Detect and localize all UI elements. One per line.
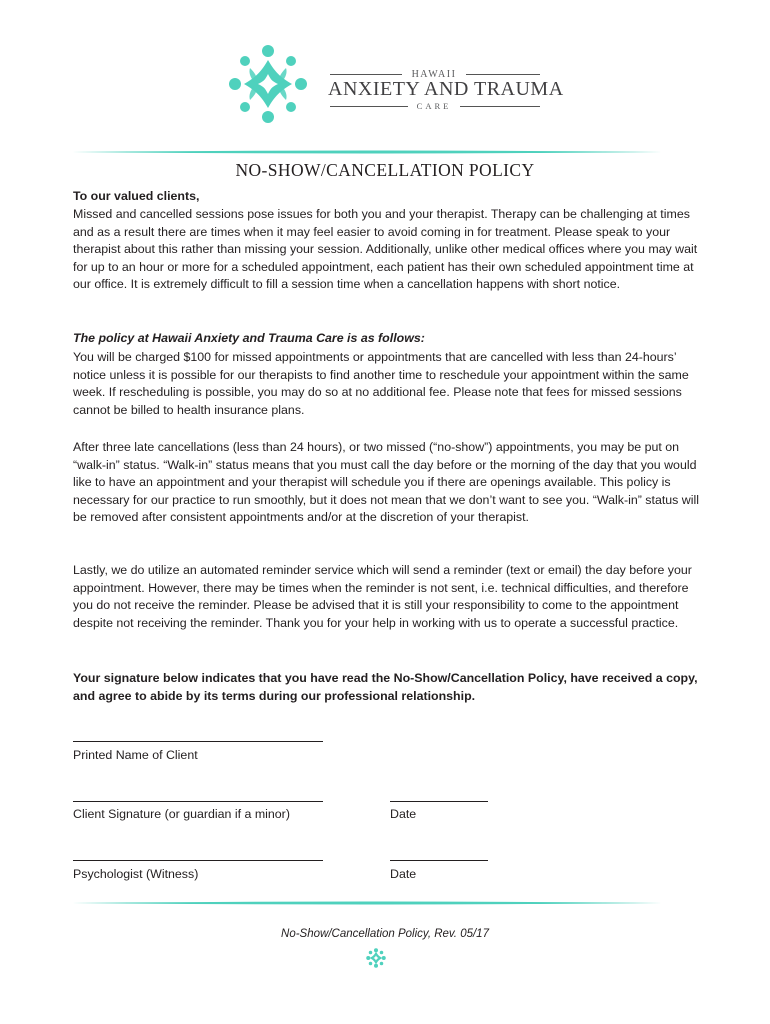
policy-paragraph-2: After three late cancellations (less than 24 hours), or two missed (“no-show”) appointments, you may be put on “walk-in” status. “Walk-in” status means that you must call the day before or the morning of the day that you would like to have an appointment and your therapist will schedule you if there are openings available. This policy is necessary for our practice to run smoothly, but it does not mean that we don’t want to see you. “Walk-in” status will be removed after consistent appointments and/or at the discretion of your therapist. — [73, 440, 700, 525]
page-title: NO-SHOW/CANCELLATION POLICY — [235, 160, 535, 180]
policy-paragraph-3: Lastly, we do utilize an automated reminder service which will send a reminder (text or email) the day before your appointment. However, there may be times when the reminder is not sent, i.e. technical difficulties, and therefore you do not receive the reminder. Please be advised that it is still your responsibility to come to the appointment despite not receiving the reminder. Thank you for your help in working with us to operate a successful practice. — [73, 563, 692, 630]
footer-logo-icon — [366, 946, 386, 970]
footer-text: No-Show/Cancellation Policy, Rev. 05/17 — [281, 928, 489, 940]
brand-top-text: HAWAII — [411, 69, 457, 80]
brand-bottom-text: CARE — [416, 101, 452, 111]
policy-heading: The policy at Hawaii Anxiety and Trauma Care is as follows: — [73, 331, 425, 345]
greeting: To our valued clients, — [73, 189, 200, 203]
brand-name: ANXIETY AND TRAUMA — [328, 78, 564, 100]
date-line-2[interactable] — [390, 860, 488, 861]
client-signature-line[interactable] — [73, 801, 323, 802]
logo-icon — [228, 44, 308, 124]
policy-paragraph-1: You will be charged $100 for missed appointments or appointments that are cancelled with less than 24-hours’ notice unless it is possible for our therapists to find another time to reschedule your appointment within the same week. If rescheduling is possible, you may do so at no additional fee. Please note that fees for missed sessions cannot be billed to health insurance plans. — [73, 350, 689, 417]
acknowledgement: Your signature below indicates that you have read the No-Show/Cancellation Policy, have received a copy, and agree to abide by its terms during our professional relationship. — [73, 671, 698, 703]
printed-name-line[interactable] — [73, 741, 323, 742]
printed-name-label: Printed Name of Client — [73, 748, 198, 762]
intro-paragraph: Missed and cancelled sessions pose issues for both you and your therapist. Therapy can be challenging at times and as a result there are times when it may feel easier to avoid coming in for treatment. Please speak to your therapist about this rather than missing your session. Additionally, unlike other medical offices where you may wait for up to an hour or more for a scheduled appointment, each patient has their own scheduled appointment time at our office. It is extremely difficult to fill a session time when a cancellation happens with short notice. — [73, 207, 698, 292]
psychologist-signature-line[interactable] — [73, 860, 323, 861]
psychologist-label: Psychologist (Witness) — [73, 867, 199, 881]
date-label-2: Date — [390, 867, 417, 881]
date-line-1[interactable] — [390, 801, 488, 802]
client-signature-label: Client Signature (or guardian if a minor) — [73, 807, 290, 821]
date-label-1: Date — [390, 807, 417, 821]
